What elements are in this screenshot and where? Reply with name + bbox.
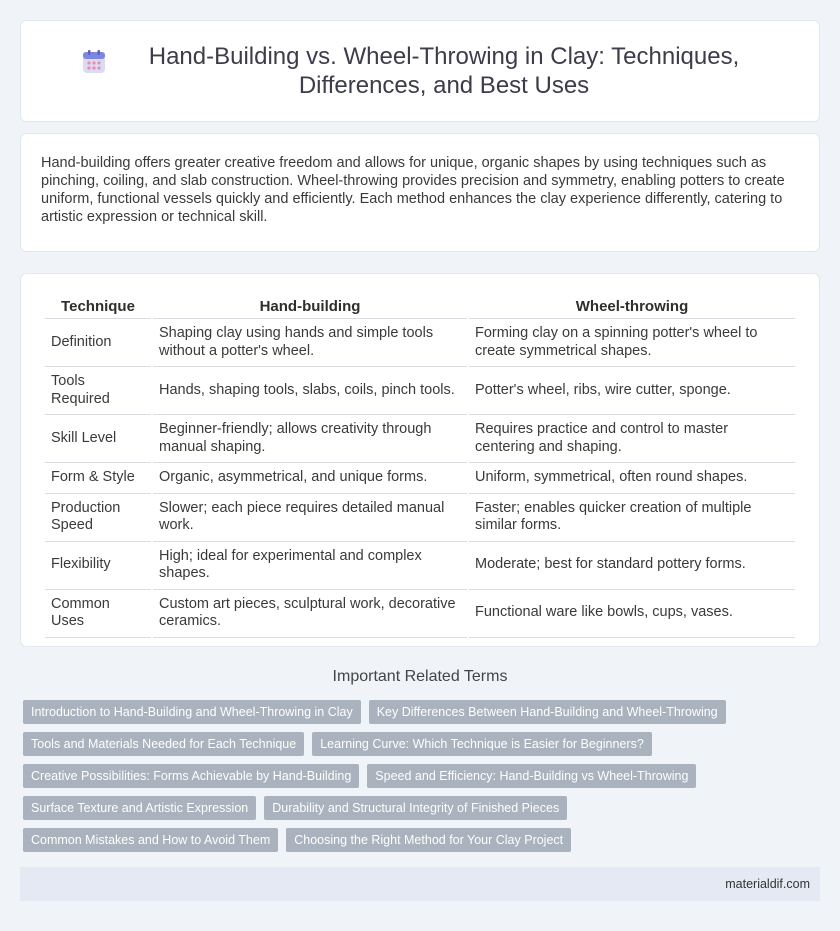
comparison-table	[43, 294, 797, 638]
related-term-link[interactable]: Surface Texture and Artistic Expression	[23, 796, 256, 820]
related-terms-heading: Important Related Terms	[332, 668, 508, 685]
technique-cell: Form & Style	[45, 463, 151, 494]
wheel-throwing-cell: Forming clay on a spinning potter's wheel to create symmetrical shapes.	[469, 319, 795, 367]
column-header-hand-building: Hand-building	[153, 294, 467, 319]
table-row	[45, 463, 795, 494]
wheel-throwing-cell: Faster; enables quicker creation of multiple similar forms.	[469, 494, 795, 542]
hand-building-cell: Custom art pieces, sculptural work, decorative ceramics.	[153, 590, 467, 638]
related-term-link[interactable]: Learning Curve: Which Technique is Easier for Beginners?	[312, 732, 652, 756]
table-row	[45, 494, 795, 542]
related-term-link[interactable]: Introduction to Hand-Building and Wheel-Throwing in Clay	[23, 700, 361, 724]
wheel-throwing-cell: Functional ware like bowls, cups, vases.	[469, 590, 795, 638]
wheel-throwing-cell: Potter's wheel, ribs, wire cutter, sponge.	[469, 367, 795, 415]
intro-card	[20, 133, 820, 252]
table-row	[45, 590, 795, 638]
hand-building-cell: Organic, asymmetrical, and unique forms.	[153, 463, 467, 494]
hand-building-cell: Shaping clay using hands and simple tools without a potter's wheel.	[153, 319, 467, 367]
related-term-link[interactable]: Common Mistakes and How to Avoid Them	[23, 828, 278, 852]
related-term-link[interactable]: Tools and Materials Needed for Each Technique	[23, 732, 304, 756]
wheel-throwing-cell: Uniform, symmetrical, often round shapes.	[469, 463, 795, 494]
column-header-technique: Technique	[45, 294, 151, 319]
technique-cell: Tools Required	[45, 367, 151, 415]
hand-building-cell: Slower; each piece requires detailed manual work.	[153, 494, 467, 542]
wheel-throwing-cell: Moderate; best for standard pottery forms.	[469, 542, 795, 590]
technique-cell: Flexibility	[45, 542, 151, 590]
table-row	[45, 415, 795, 463]
table-row	[45, 319, 795, 367]
hand-building-cell: High; ideal for experimental and complex shapes.	[153, 542, 467, 590]
technique-cell: Production Speed	[45, 494, 151, 542]
related-term-link[interactable]: Key Differences Between Hand-Building and Wheel-Throwing	[369, 700, 726, 724]
related-term-link[interactable]: Creative Possibilities: Forms Achievable by Hand-Building	[23, 764, 359, 788]
related-terms-list	[23, 700, 823, 860]
page-title: Hand-Building vs. Wheel-Throwing in Clay: Techniques, Differences, and Best Uses	[148, 43, 740, 99]
hand-building-cell: Beginner-friendly; allows creativity through manual shaping.	[153, 415, 467, 463]
related-term-link[interactable]: Durability and Structural Integrity of Finished Pieces	[264, 796, 567, 820]
column-header-wheel-throwing: Wheel-throwing	[469, 294, 795, 319]
table-header-row	[45, 294, 795, 319]
technique-cell: Definition	[45, 319, 151, 367]
hand-building-cell: Hands, shaping tools, slabs, coils, pinch tools.	[153, 367, 467, 415]
footer	[20, 867, 820, 901]
table-row	[45, 542, 795, 590]
wheel-throwing-cell: Requires practice and control to master centering and shaping.	[469, 415, 795, 463]
intro-text: Hand-building offers greater creative freedom and allows for unique, organic shapes by using techniques such as pinching, coiling, and slab construction. Wheel-throwing provides precision and symmetry, enabling potters to create uniform, functional vessels quickly and efficiently. Each method enhances the clay experience differently, catering to artistic expression or technical skill.	[41, 155, 785, 225]
comparison-table-card	[20, 273, 820, 647]
related-term-link[interactable]: Speed and Efficiency: Hand-Building vs Wheel-Throwing	[367, 764, 696, 788]
related-term-link[interactable]: Choosing the Right Method for Your Clay Project	[286, 828, 571, 852]
technique-cell: Common Uses	[45, 590, 151, 638]
calendar-icon	[81, 49, 107, 75]
table-row	[45, 367, 795, 415]
header-card	[20, 20, 820, 122]
footer-site-link[interactable]: materialdif.com	[725, 877, 810, 891]
technique-cell: Skill Level	[45, 415, 151, 463]
